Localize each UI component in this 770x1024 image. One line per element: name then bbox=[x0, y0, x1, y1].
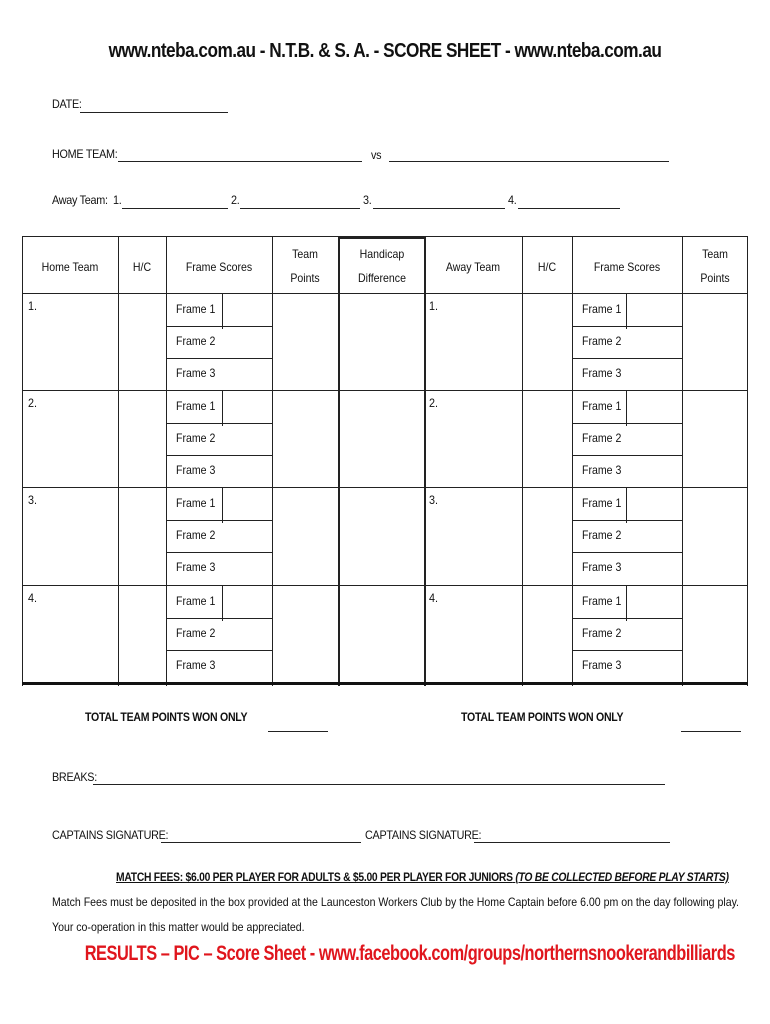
away-team-label: Away Team: bbox=[52, 193, 108, 207]
away-frame-label: Frame 1 bbox=[582, 594, 622, 608]
match-fees-line-2: Your co-operation in this matter would be appreciated. bbox=[52, 920, 305, 934]
away-frame-label: Frame 1 bbox=[582, 399, 622, 413]
header-team-points-away-1: Team bbox=[702, 247, 728, 261]
header-hc: H/C bbox=[132, 260, 152, 274]
header-frame-scores: Frame Scores bbox=[185, 260, 253, 274]
captain-1-signature-field[interactable] bbox=[161, 842, 361, 843]
score-table bbox=[22, 236, 748, 686]
away-slot-4-label: 4. bbox=[508, 193, 517, 207]
home-frame-label: Frame 1 bbox=[176, 399, 216, 413]
header-team-points-1: Team bbox=[292, 247, 318, 261]
away-total-label: TOTAL TEAM POINTS WON ONLY bbox=[461, 710, 624, 724]
match-fees-heading-note: (TO BE COLLECTED BEFORE PLAY STARTS) bbox=[515, 870, 729, 884]
home-frame-label: Frame 1 bbox=[176, 496, 216, 510]
date-field[interactable] bbox=[80, 112, 228, 113]
home-frame-label: Frame 1 bbox=[176, 302, 216, 316]
home-team-label: HOME TEAM: bbox=[52, 147, 118, 161]
header-frame-scores-away: Frame Scores bbox=[593, 260, 661, 274]
header-home-team: Home Team bbox=[41, 260, 99, 274]
home-frame-label: Frame 2 bbox=[176, 528, 216, 542]
home-player-4: 4. bbox=[28, 591, 38, 605]
home-player-2: 2. bbox=[28, 396, 38, 410]
home-team-field[interactable] bbox=[118, 161, 362, 162]
away-player-2: 2. bbox=[429, 396, 439, 410]
match-fees-heading-text: MATCH FEES: $6.00 PER PLAYER FOR ADULTS & $5.00 PER PLAYER FOR JUNIORS bbox=[116, 870, 513, 884]
results-link[interactable]: RESULTS – PIC – Score Sheet - www.facebook.com/groups/northernsnookerandbilliards bbox=[84, 942, 735, 965]
header-handicap-2: Difference bbox=[358, 271, 406, 285]
away-team-name-field[interactable] bbox=[389, 161, 669, 162]
home-frame-label: Frame 2 bbox=[176, 626, 216, 640]
away-frame-label: Frame 2 bbox=[582, 431, 622, 445]
home-frame-label: Frame 3 bbox=[176, 658, 216, 672]
home-total-label: TOTAL TEAM POINTS WON ONLY bbox=[85, 710, 248, 724]
away-total-field[interactable] bbox=[681, 731, 741, 732]
away-frame-label: Frame 3 bbox=[582, 463, 622, 477]
match-fees-heading bbox=[116, 870, 729, 884]
breaks-label: BREAKS: bbox=[52, 770, 97, 784]
header-handicap-1: Handicap bbox=[359, 247, 405, 261]
home-frame-label: Frame 3 bbox=[176, 366, 216, 380]
header-team-points-2: Points bbox=[290, 271, 320, 285]
away-frame-label: Frame 3 bbox=[582, 658, 622, 672]
away-slot-4-field[interactable] bbox=[518, 208, 620, 209]
away-frame-label: Frame 2 bbox=[582, 528, 622, 542]
home-frame-label: Frame 2 bbox=[176, 334, 216, 348]
away-frame-label: Frame 2 bbox=[582, 334, 622, 348]
away-slot-2-field[interactable] bbox=[240, 208, 360, 209]
away-frame-label: Frame 1 bbox=[582, 302, 622, 316]
date-label: DATE: bbox=[52, 97, 82, 111]
captain-2-signature-field[interactable] bbox=[474, 842, 670, 843]
home-frame-label: Frame 2 bbox=[176, 431, 216, 445]
home-frame-label: Frame 3 bbox=[176, 463, 216, 477]
home-player-3: 3. bbox=[28, 493, 38, 507]
away-frame-label: Frame 3 bbox=[582, 560, 622, 574]
away-slot-2-label: 2. bbox=[231, 193, 240, 207]
home-player-1: 1. bbox=[28, 299, 38, 313]
away-slot-1-field[interactable] bbox=[122, 208, 228, 209]
away-player-4: 4. bbox=[429, 591, 439, 605]
away-frame-label: Frame 2 bbox=[582, 626, 622, 640]
captain-1-signature-label: CAPTAINS SIGNATURE: bbox=[52, 828, 169, 842]
away-slot-1-label: 1. bbox=[113, 193, 122, 207]
away-frame-label: Frame 1 bbox=[582, 496, 622, 510]
match-fees-line-1: Match Fees must be deposited in the box provided at the Launceston Workers Club by the Home Captain before 6.00 pm on the day following play. bbox=[52, 895, 740, 909]
vs-label: vs bbox=[371, 148, 382, 162]
away-player-3: 3. bbox=[429, 493, 439, 507]
home-frame-label: Frame 1 bbox=[176, 594, 216, 608]
away-frame-label: Frame 3 bbox=[582, 366, 622, 380]
page-title: www.nteba.com.au - N.T.B. & S. A. - SCORE SHEET - www.nteba.com.au bbox=[108, 40, 662, 62]
away-slot-3-label: 3. bbox=[363, 193, 372, 207]
home-frame-label: Frame 3 bbox=[176, 560, 216, 574]
captain-2-signature-label: CAPTAINS SIGNATURE: bbox=[365, 828, 482, 842]
away-slot-3-field[interactable] bbox=[373, 208, 505, 209]
header-hc-away: H/C bbox=[537, 260, 557, 274]
home-total-field[interactable] bbox=[268, 731, 328, 732]
header-team-points-away-2: Points bbox=[700, 271, 730, 285]
away-player-1: 1. bbox=[429, 299, 439, 313]
breaks-field[interactable] bbox=[93, 784, 665, 785]
header-away-team: Away Team bbox=[445, 260, 501, 274]
